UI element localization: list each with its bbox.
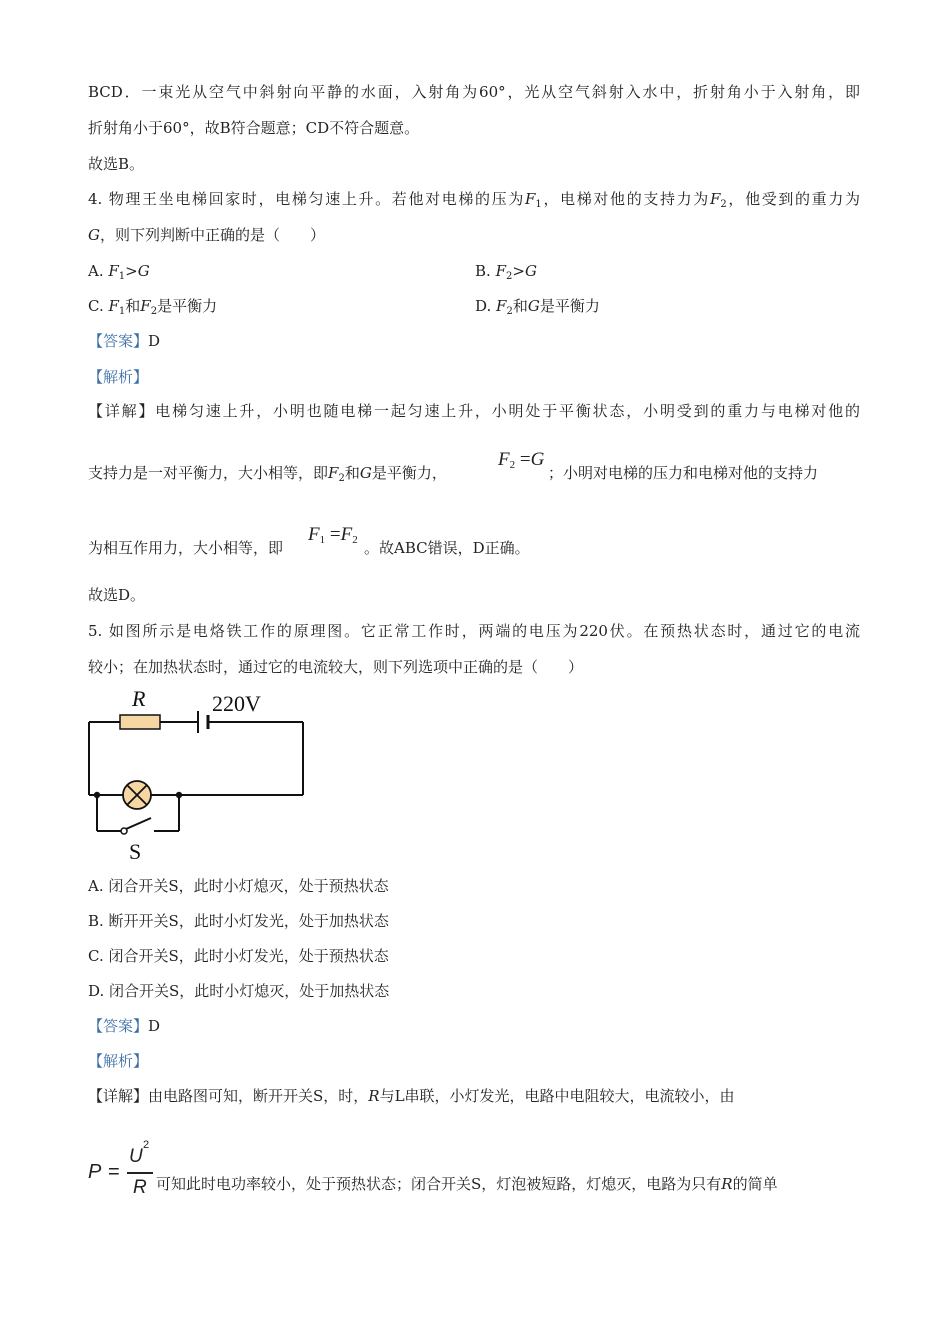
formula-power-u: U <box>129 1146 143 1167</box>
formula-fraction-bar <box>127 1172 153 1174</box>
formula-power-r: R <box>133 1177 147 1198</box>
switch-label: S <box>129 839 142 864</box>
formula-power-p: P <box>88 1161 102 1183</box>
q5-analysis-tag: 【解析】 <box>88 1052 149 1070</box>
lamp-symbol <box>123 781 151 809</box>
resistor-label: R <box>132 686 146 711</box>
q5-detail-line2: 可知此时电功率较小，处于预热状态；闭合开关S，灯泡被短路，灯熄灭，电路为只有R的简单 <box>156 1175 778 1193</box>
q4-detail-line2a: 支持力是一对平衡力，大小相等，即$F_2$和G是平衡力， <box>88 464 447 484</box>
q4-stem-line1: 4. 物理王坐电梯回家时，电梯匀速上升。若他对电梯的压为$F_1$，电梯对他的支持力为$F_2$，他受到的重力为 <box>88 190 860 210</box>
q4-answer: 【答案】D <box>88 332 161 350</box>
q5-option-b[interactable]: B. 断开开关S，此时小灯发光，处于加热状态 <box>88 912 389 930</box>
formula-power-eq: = <box>108 1161 120 1183</box>
q3-analysis-line2: 折射角小于60°，故B符合题意；CD不符合题意。 <box>88 119 420 137</box>
q5-option-d[interactable]: D. 闭合开关S，此时小灯熄灭，处于加热状态 <box>88 982 390 1000</box>
q5-detail-line1: 【详解】由电路图可知，断开开关S，时，R与L串联，小灯发光，电路中电阻较大，电流较小，由 <box>88 1087 735 1105</box>
switch-symbol[interactable] <box>121 818 151 834</box>
resistor-symbol <box>120 715 160 729</box>
q4-analysis-tag: 【解析】 <box>88 368 149 386</box>
q4-stem-line2: G，则下列判断中正确的是（ ） <box>88 226 325 244</box>
battery-symbol <box>198 711 208 733</box>
q4-option-a[interactable]: A. $F_1>G$ <box>88 262 150 282</box>
junction-dot-left <box>94 792 100 798</box>
formula-power-sq: 2 <box>143 1139 150 1151</box>
formula-f1-eq-f2: $F_1 =F_2$ <box>308 524 358 546</box>
q4-option-d[interactable]: D. $F_2$和G是平衡力 <box>475 297 600 317</box>
q4-option-c[interactable]: C. $F_1$和$F_2$是平衡力 <box>88 297 218 317</box>
answer-tag: 【答案】 <box>88 1017 149 1035</box>
q5-option-c[interactable]: C. 闭合开关S，此时小灯发光，处于预热状态 <box>88 947 389 965</box>
q4-detail-line3b: 。故ABC错误，D正确。 <box>364 539 530 557</box>
junction-dot-right <box>176 792 182 798</box>
q3-choice: 故选B。 <box>88 155 145 173</box>
q5-answer: 【答案】D <box>88 1017 161 1035</box>
circuit-diagram <box>80 684 315 864</box>
formula-f2-eq-g: $F_2 =G$ <box>498 449 545 471</box>
q3-analysis-line1: BCD．一束光从空气中斜射向平静的水面，入射角为60°，光从空气斜射入水中，折射角小于入射角，即 <box>88 83 860 101</box>
voltage-label: 220V <box>212 691 261 716</box>
q4-detail-line2b: ；小明对电梯的压力和电梯对他的支持力 <box>548 464 819 482</box>
q4-choice: 故选D。 <box>88 586 146 604</box>
q5-stem-line1: 5. 如图所示是电烙铁工作的原理图。它正常工作时，两端的电压为220伏。在预热状态时，通过它的电流 <box>88 622 860 640</box>
q4-detail-line1: 【详解】电梯匀速上升，小明也随电梯一起匀速上升，小明处于平衡状态，小明受到的重力与电梯对他的 <box>88 402 860 420</box>
q5-option-a[interactable]: A. 闭合开关S，此时小灯熄灭，处于预热状态 <box>88 877 389 895</box>
q4-detail-line3a: 为相互作用力，大小相等，即 <box>88 539 284 557</box>
answer-tag: 【答案】 <box>88 332 149 350</box>
q5-stem-line2: 较小；在加热状态时，通过它的电流较大，则下列选项中正确的是（ ） <box>88 658 584 676</box>
q4-option-b[interactable]: B. $F_2>G$ <box>475 262 537 282</box>
